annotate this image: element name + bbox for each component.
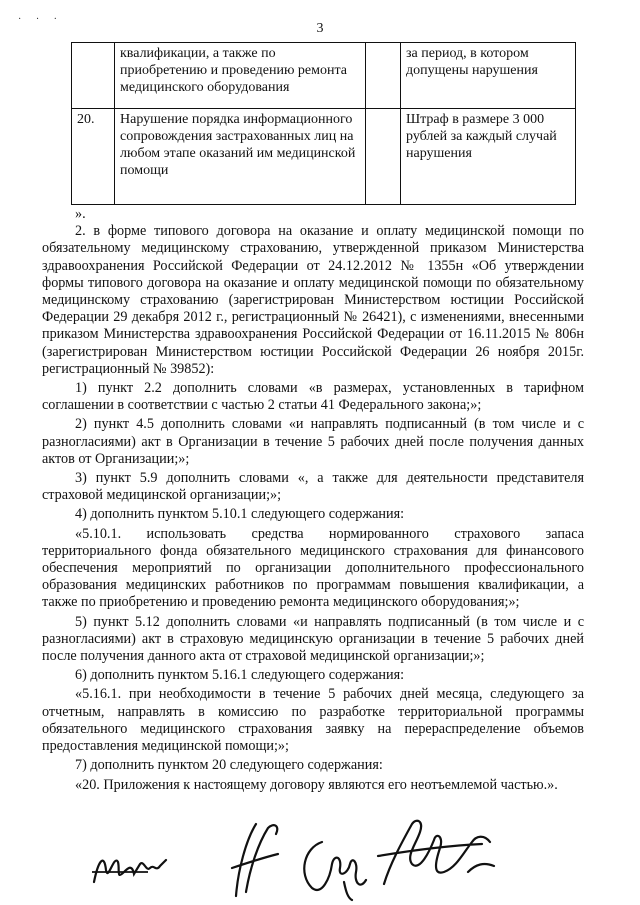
penalty-amount: за период, в котором допущены нарушения bbox=[401, 43, 576, 109]
quote-close: ». bbox=[75, 206, 86, 222]
subitem-3: 3) пункт 5.9 дополнить словами «, а также для деятельности представителя страховой медицинской организации;»; bbox=[42, 470, 584, 504]
empty-cell bbox=[366, 109, 401, 205]
violation-description: квалификации, а также по приобретению и проведению ремонта медицинского оборудования bbox=[115, 43, 366, 109]
subitem-1: 1) пункт 2.2 дополнить словами «в размерах, установленных в тарифном соглашении в соответствии с частью 2 статьи 41 Федерального закона;»; bbox=[42, 380, 584, 414]
page-number: 3 bbox=[316, 21, 324, 36]
signature-2 bbox=[222, 818, 292, 902]
subitem-4: 4) дополнить пунктом 5.10.1 следующего содержания: bbox=[75, 506, 405, 523]
document-body bbox=[42, 206, 584, 794]
empty-cell bbox=[366, 43, 401, 109]
subitem-2: 2) пункт 4.5 дополнить словами «и направлять подписанный (в том числе и с разногласиями) акт в Организации в течение 5 рабочих дней после получения данных актов от Организации;»; bbox=[42, 416, 584, 467]
row-number: 20. bbox=[72, 109, 115, 205]
penalty-amount: Штраф в размере 3 000 рублей за каждый случай нарушения bbox=[401, 109, 576, 205]
subitem-5: 5) пункт 5.12 дополнить словами «и направлять подписанный (в том числе и с разногласиями) акт в страховую медицинскую организации в течение 5 рабочих дней после получения данного акта от страховой медицинской организации;»; bbox=[42, 613, 584, 665]
signature-4 bbox=[372, 812, 502, 898]
row-number bbox=[72, 43, 115, 109]
paragraph-item-2: 2. в форме типового договора на оказание и оплату медицинской помощи по обязательному медицинскому страхованию, утвержденной приказом Министерства здравоохранения Российской Федерации от 24.12.2012 № 1355н «Об утверждении формы типового договора на оказание и оплату медицинской помощи по обязательному медицинскому страхованию (зарегистрирован Министерством юстиции Российской Федерации 29 декабря 2012 г., регистрационный № 26421), с изменениями, внесенными приказом Министерства здравоохранения Российской Федерации от 16.11.2015 № 806н (зарегистрирован Министерством юстиции Российской Федерации 26 ноября 2015г. регистрационный № 39852): bbox=[42, 223, 584, 377]
table-row bbox=[72, 109, 576, 205]
clause-5-16-1: «5.16.1. при необходимости в течение 5 рабочих дней месяца, следующего за отчетным, направлять в комиссию по разработке территориальной программы обязательного медицинского страхования заявку на перераспределение объемов предоставления медицинской помощи;»; bbox=[42, 686, 584, 755]
clause-5-10-1: «5.10.1. использовать средства нормированного страхового запаса территориального фонда обязательного медицинского страхования для финансового обеспечения мероприятий по организации дополнительного профессионального образования медицинских работников по программам повышения квалификации, а также по приобретению и проведению ремонта медицинского оборудования;»; bbox=[42, 525, 584, 611]
signature-3 bbox=[292, 832, 374, 902]
subitem-6: 6) дополнить пунктом 5.16.1 следующего содержания: bbox=[75, 667, 405, 684]
subitem-7: 7) дополнить пунктом 20 следующего содержания: bbox=[75, 757, 383, 774]
signature-1 bbox=[88, 842, 172, 892]
clause-20: «20. Приложения к настоящему договору являются его неотъемлемой частью.». bbox=[75, 776, 558, 793]
penalty-table bbox=[71, 42, 576, 205]
table-row bbox=[72, 43, 576, 109]
violation-description: Нарушение порядка информационного сопровождения застрахованных лиц на любом этапе оказаний им медицинской помощи bbox=[115, 109, 366, 205]
scan-corner-marks: · · · bbox=[18, 14, 63, 25]
